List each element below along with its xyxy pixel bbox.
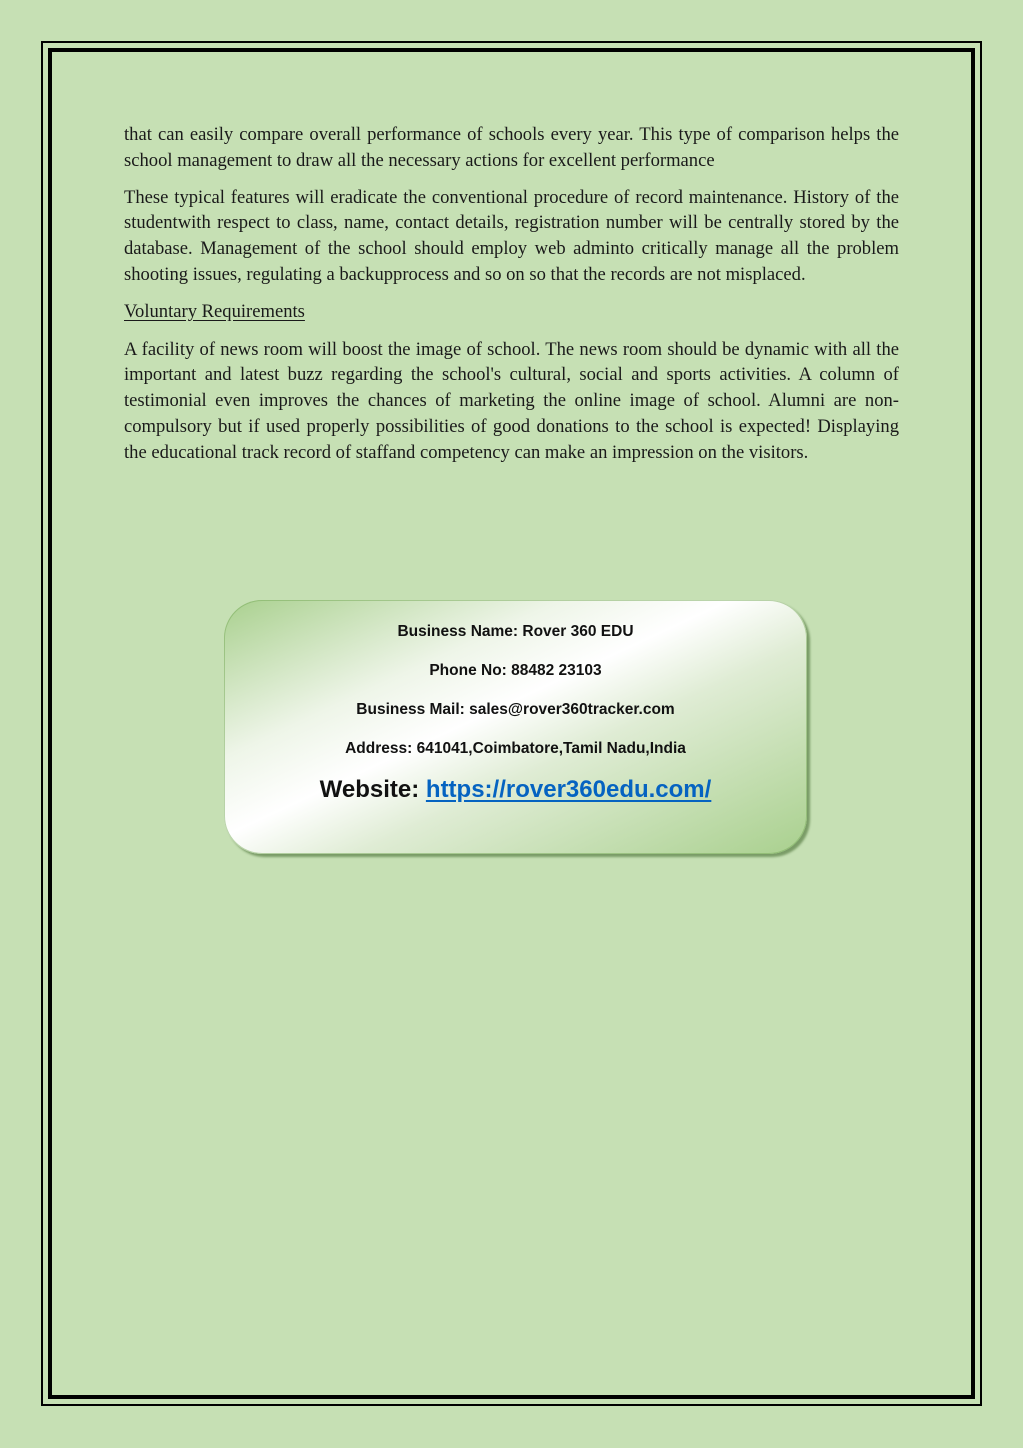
website-label: Website: (319, 776, 420, 803)
contact-card (224, 600, 807, 854)
address: Address: 641041,Coimbatore,Tamil Nadu,India (345, 740, 686, 757)
section-heading-voluntary-requirements: Voluntary Requirements (124, 300, 305, 322)
phone-number: Phone No: 88482 23103 (429, 662, 602, 679)
paragraph-performance: that can easily compare overall performance of schools every year. This type of comparison helps the school management to draw all the necessary actions for excellent performance (124, 124, 899, 171)
business-mail: Business Mail: sales@rover360tracker.com (356, 701, 675, 718)
business-name: Business Name: Rover 360 EDU (397, 623, 634, 640)
paragraph-features: These typical features will eradicate the conventional procedure of record maintenance. History of the studentwith respect to class, name, contact details, registration number will be centrally stored by the database. Management of the school should employ web adminto critically manage all the problem shooting issues, regulating a backupprocess and so on so that the records are not misplaced. (124, 186, 899, 285)
body-text (124, 122, 899, 477)
website-link[interactable]: https://rover360edu.com/ (425, 776, 712, 803)
paragraph-news-room: A facility of news room will boost the image of school. The news room should be dynamic with all the important and latest buzz regarding the school's cultural, social and sports activities. A column of testimonial even improves the chances of marketing the online image of school. Alumni are non-compulsory but if used properly possibilities of good donations to the school is expected! Displaying the educational track record of staffand competency can make an impression on the visitors. (124, 338, 899, 463)
website-row (224, 774, 807, 806)
